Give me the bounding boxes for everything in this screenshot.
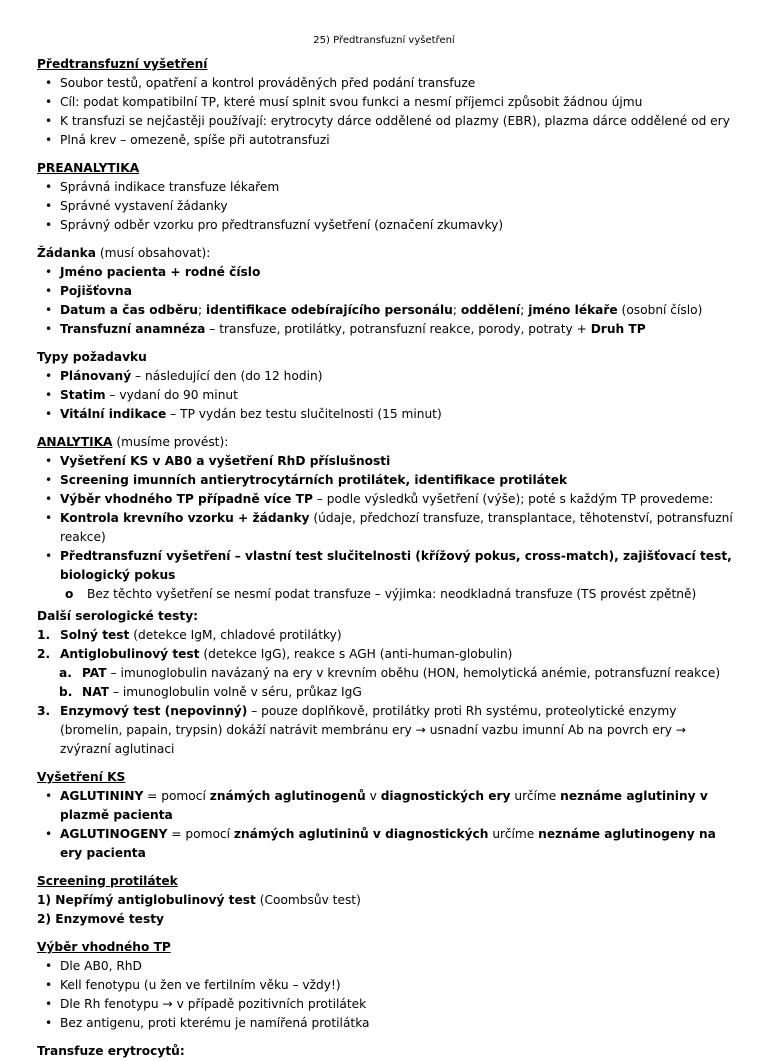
bullet-list (37, 452, 737, 585)
heading-rest: (musí obsahovat): (96, 246, 211, 260)
list-item: • Dle AB0, RhD (37, 957, 737, 976)
item-text: (osobní číslo) (617, 303, 703, 317)
item-sep: ; (197, 303, 206, 317)
item-text: Pojišťovna (60, 284, 132, 298)
list-item: • K transfuzi se nejčastěji používají: erytrocyty dárce oddělené od plazmy (EBR), plazma dárce oddělené od ery (37, 112, 737, 131)
item-bold: PAT (82, 666, 107, 680)
numbered-list (37, 626, 737, 664)
list-item (37, 263, 737, 282)
list-item (37, 825, 737, 863)
item-bold: Statim (60, 388, 106, 402)
section-heading-vysetreni-ks: Vyšetření KS (37, 770, 126, 784)
item-bold: oddělení (460, 303, 521, 317)
item-text: v (365, 789, 381, 803)
section-heading-preanalytika: PREANALYTIKA (37, 161, 140, 175)
list-item (37, 301, 737, 320)
item-bold: Kontrola krevního vzorku + žádanky (60, 511, 310, 525)
list-item: • Cíl: podat kompatibilní TP, které musí splnit svou funkci a nesmí příjemci způsobit žádnou újmu (37, 93, 737, 112)
item-text: – vydaní do 90 minut (105, 388, 238, 402)
sub-list (37, 585, 737, 604)
list-item: • Správné vystavení žádanky (37, 197, 737, 216)
heading-rest: (musíme provést): (112, 435, 229, 449)
list-item (37, 367, 737, 386)
list-item: • Správná indikace transfuze lékařem (37, 178, 737, 197)
numbered-list (37, 702, 737, 759)
section-heading-typy (37, 348, 737, 367)
list-item (37, 509, 737, 547)
item-bold: Antiglobulinový test (60, 647, 200, 661)
arrow-icon: → (162, 997, 173, 1011)
item-text: – imunoglobulin volně v séru, průkaz IgG (109, 685, 362, 699)
item-bold: Transfuzní anamnéza (60, 322, 206, 336)
list-item: • Kell fenotypu (u žen ve fertilním věku – vždy!) (37, 976, 737, 995)
list-item (37, 405, 737, 424)
item-text: (Coombsův test) (255, 893, 361, 907)
list-item (37, 282, 737, 301)
item-text: – imunoglobulin navázaný na ery v krevním oběhu (HON, hemolytická anémie, potransfuzní reakce) (106, 666, 721, 680)
item-text: – transfuze, protilátky, potransfuzní reakce, porody, potraty + (205, 322, 591, 336)
sub-list-item: o Bez těchto vyšetření se nesmí podat transfuze – výjimka: neodkladná transfuze (TS provést zpětně) (37, 585, 737, 604)
bullet-list (37, 787, 737, 863)
bullet-list (37, 263, 737, 339)
section-heading-vyber-tp: Výběr vhodného TP (37, 940, 171, 954)
item-bold: diagnostických ery (380, 789, 511, 803)
item-bold: neznáme aglutininy v plazmě pacienta (60, 789, 708, 822)
item-bold: NAT (82, 685, 109, 699)
arrow-icon: → (415, 723, 426, 737)
section-heading-analytika (37, 433, 737, 452)
list-item (37, 787, 737, 825)
list-letter: b. (59, 685, 73, 699)
item-bold: identifikace odebírajícího personálu (205, 303, 453, 317)
section-heading-dalsi-testy (37, 607, 737, 626)
list-item (37, 386, 737, 405)
page-title: 25) Předtransfuzní vyšetření (313, 35, 455, 46)
heading-bold-part: Typy požadavku (37, 350, 147, 364)
item-text: = pomocí (167, 827, 234, 841)
document-body (37, 55, 737, 1061)
list-number: 2. (37, 647, 51, 661)
bullet-list (37, 178, 737, 235)
item-text: usnadní vazbu imunní Ab na povrch ery (425, 723, 676, 737)
section-heading-screening: Screening protilátek (37, 874, 178, 888)
list-item (37, 664, 737, 683)
item-sep: ; (452, 303, 461, 317)
item-text: v případě pozitivních protilátek (172, 997, 367, 1011)
item-bold: známých aglutinogenů (209, 789, 366, 803)
item-text: určíme (510, 789, 561, 803)
item-bold: jméno lékaře (528, 303, 618, 317)
item-bold: 2) Enzymové testy (37, 912, 164, 926)
item-bold: Datum a čas odběru (60, 303, 198, 317)
section-heading-zadanka (37, 244, 737, 263)
item-text: Dle Rh fenotypu (60, 997, 163, 1011)
heading-bold-part: ANALYTIKA (37, 435, 113, 449)
list-item (37, 702, 737, 759)
item-bold: Plánovaný (60, 369, 132, 383)
list-item: • Bez antigenu, proti kterému je namířená protilátka (37, 1014, 737, 1033)
item-text: (detekce IgG), reakce s AGH (anti-human-globulin) (199, 647, 513, 661)
item-text: Jméno pacienta + rodné číslo (60, 265, 261, 279)
section-heading-predtransfuzni: Předtransfuzní vyšetření (37, 57, 208, 71)
item-text: (detekce IgM, chladové protilátky) (129, 628, 342, 642)
item-bold: AGLUTINOGENY (60, 827, 168, 841)
list-item (37, 452, 737, 471)
item-bold: Solný test (60, 628, 130, 642)
list-item (37, 490, 737, 509)
item-text: zvýrazní aglutinaci (60, 742, 175, 756)
item-text: – následující den (do 12 hodin) (131, 369, 323, 383)
item-bold: Enzymový test (nepovinný) (60, 704, 248, 718)
bullet-list (37, 957, 737, 1033)
list-item (37, 645, 737, 664)
item-text: určíme (488, 827, 539, 841)
heading-bold-part: Další serologické testy: (37, 609, 199, 623)
list-letter: a. (59, 666, 72, 680)
item-text: – TP vydán bez testu slučitelnosti (15 minut) (166, 407, 442, 421)
item-bold: známých aglutininů v diagnostických (233, 827, 489, 841)
item-bold: Vitální indikace (60, 407, 167, 421)
screening-line-2 (37, 910, 737, 929)
item-bold: AGLUTININY (60, 789, 144, 803)
item-bold: Screening imunních antierytrocytárních protilátek, identifikace protilátek (60, 473, 568, 487)
list-item (37, 320, 737, 339)
list-item (37, 547, 737, 585)
item-bold: Předtransfuzní vyšetření – vlastní test slučitelnosti (křížový pokus, cross-match), zajišťovací test, biologický pokus (60, 549, 732, 582)
list-item: • Soubor testů, opatření a kontrol prováděných před podání transfuze (37, 74, 737, 93)
list-item (37, 626, 737, 645)
heading-bold-part: Žádanka (37, 246, 97, 260)
item-bold: Výběr vhodného TP případně více TP (60, 492, 313, 506)
item-bold: 1) Nepřímý antiglobulinový test (37, 893, 256, 907)
list-item (37, 683, 737, 702)
list-item: • Plná krev – omezeně, spíše při autotransfuzi (37, 131, 737, 150)
lettered-list (37, 664, 737, 702)
item-bold: neznáme aglutinogeny na ery pacienta (60, 827, 716, 860)
item-text: – pouze doplňkově, protilátky proti Rh systému, proteolytické enzymy (bromelin, papain, trypsin) dokáží natrávit membránu ery (60, 704, 677, 737)
screening-line-1 (37, 891, 737, 910)
bullet-list (37, 74, 737, 150)
item-bold: Druh TP (590, 322, 646, 336)
bullet-list (37, 367, 737, 424)
item-text: = pomocí (143, 789, 210, 803)
list-item (37, 471, 737, 490)
item-bold: Vyšetření KS v AB0 a vyšetření RhD příslušnosti (60, 454, 391, 468)
item-sep: ; (520, 303, 529, 317)
list-number: 3. (37, 704, 51, 718)
list-item (37, 995, 737, 1014)
heading-bold-part: Transfuze erytrocytů: (37, 1044, 185, 1058)
item-text: – podle výsledků vyšetření (výše); poté s každým TP provedeme: (312, 492, 714, 506)
arrow-icon: → (675, 723, 687, 737)
item-text: (údaje, předchozí transfuze, transplantace, těhotenství, potransfuzní reakce) (60, 511, 733, 544)
section-heading-transfuze-ery (37, 1042, 737, 1061)
list-item: • Správný odběr vzorku pro předtransfuzní vyšetření (označení zkumavky) (37, 216, 737, 235)
list-number: 1. (37, 628, 51, 642)
